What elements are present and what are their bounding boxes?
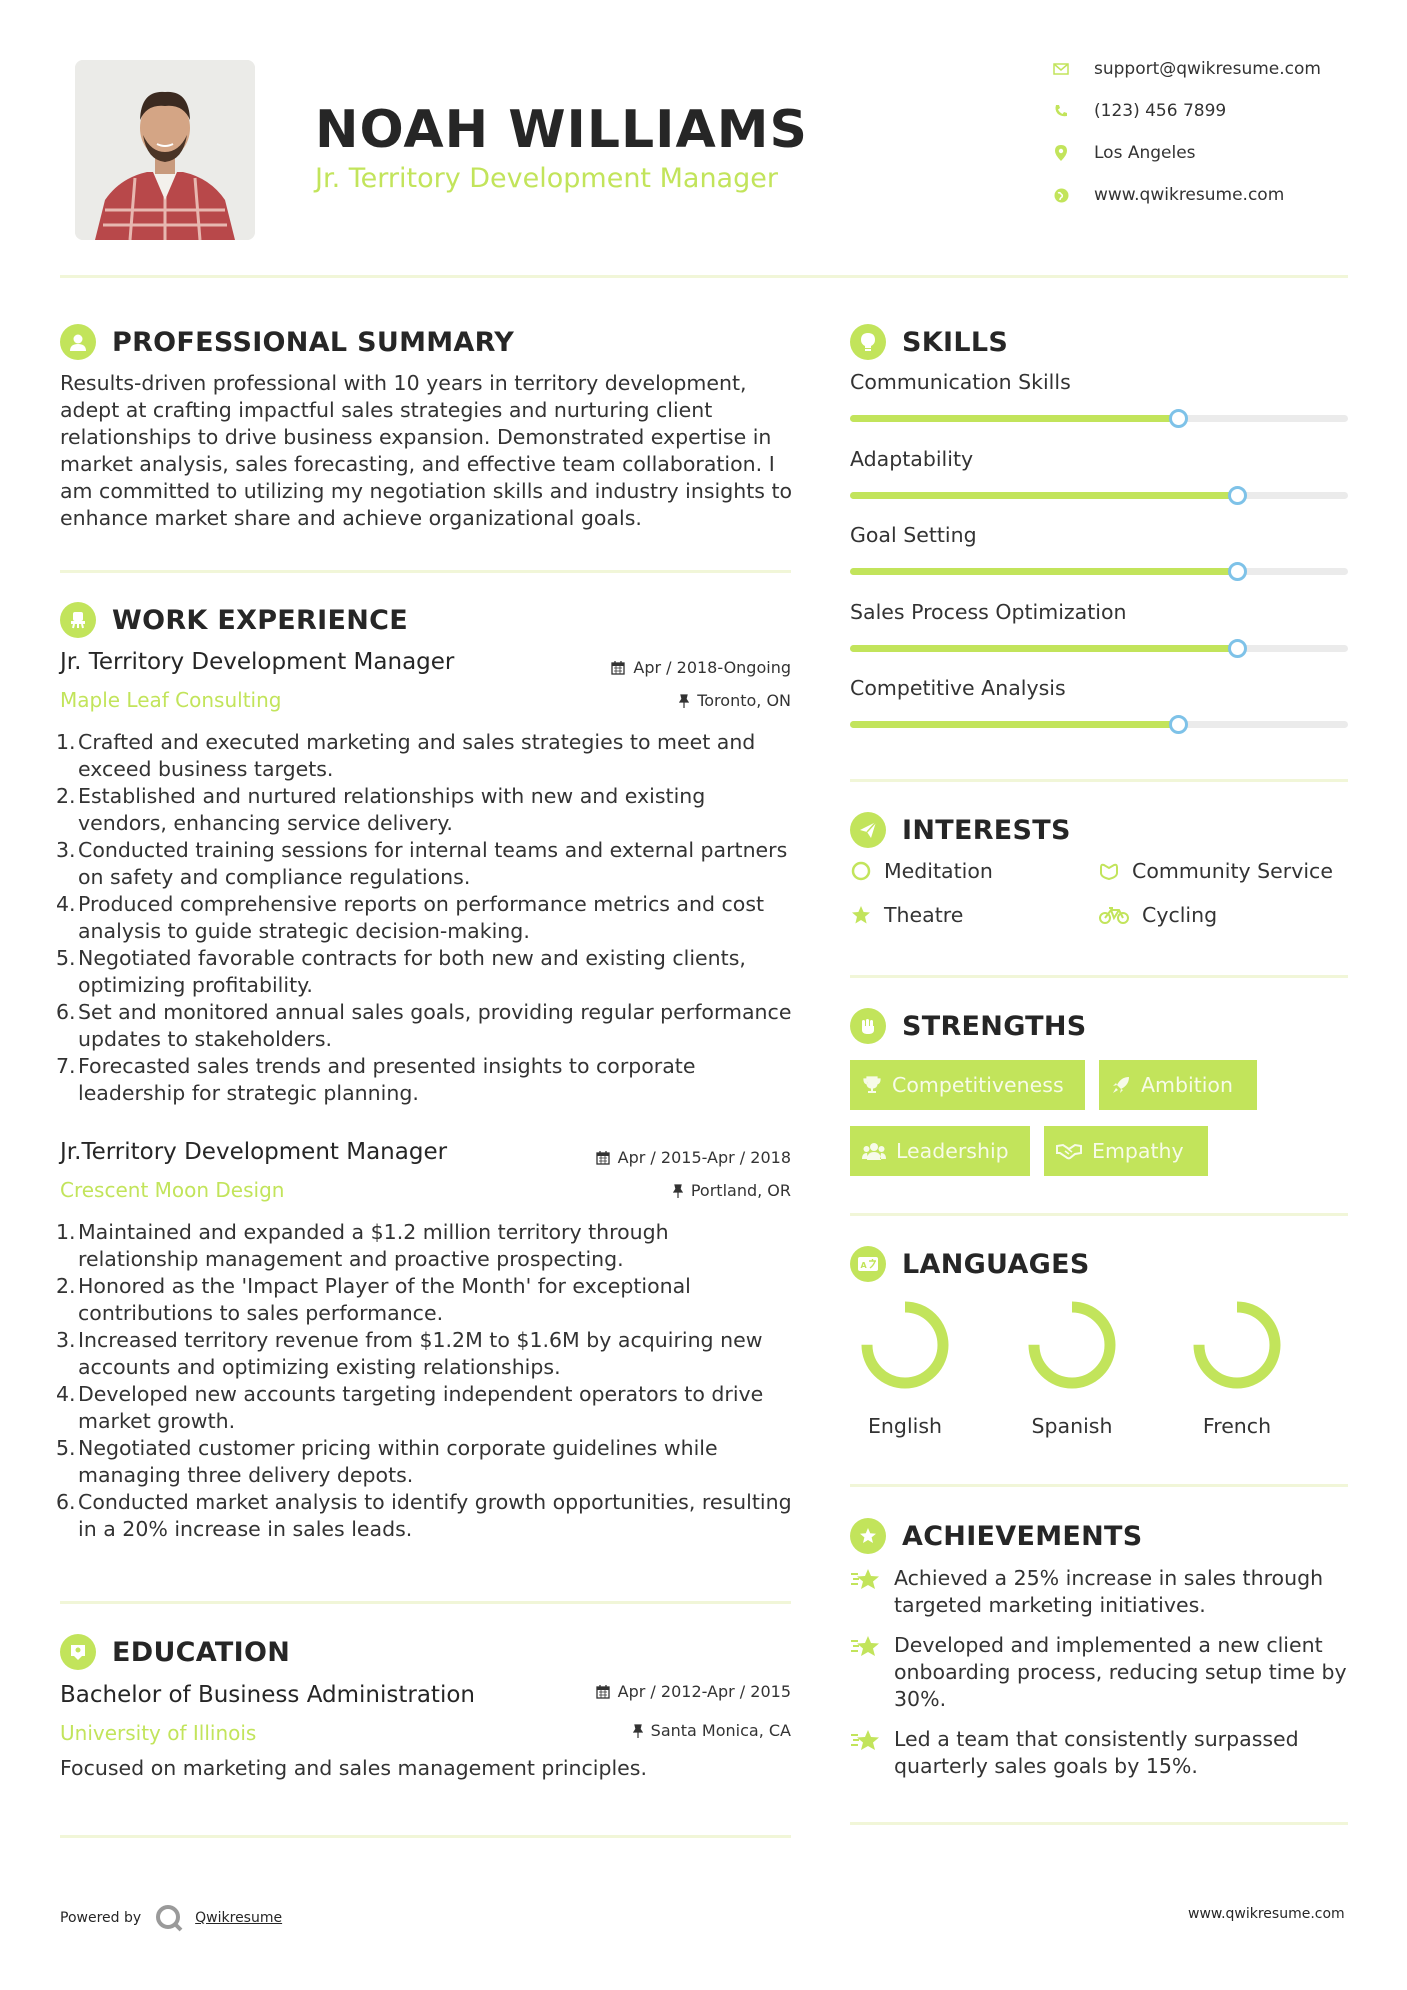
- user-icon: [60, 324, 96, 360]
- list-item: Increased territory revenue from $1.2M to $1.6M by acquiring new accounts and optimizing existing relationships.: [78, 1328, 763, 1379]
- interests-heading-text: INTERESTS: [902, 814, 1071, 846]
- award-star-icon: [850, 1518, 886, 1554]
- skill-bar-knob: [1228, 562, 1247, 581]
- list-item: Conducted training sessions for internal teams and external partners on safety and compliance regulations.: [78, 838, 788, 889]
- svg-text:A: A: [860, 1261, 867, 1270]
- skill-name: Sales Process Optimization: [850, 599, 1127, 624]
- skill-bar-knob: [1228, 486, 1247, 505]
- education-divider: [60, 1835, 791, 1838]
- education-location: [540, 1721, 791, 1740]
- language-ring-arc: [867, 1307, 943, 1383]
- achievements-heading: [850, 1518, 1143, 1554]
- skill-name: Communication Skills: [850, 370, 1071, 394]
- star-icon: [850, 904, 872, 926]
- languages-heading: [850, 1246, 1090, 1282]
- strengths-heading: [850, 1008, 1087, 1044]
- summary-heading-text: PROFESSIONAL SUMMARY: [112, 326, 515, 358]
- skill-name: Competitive Analysis: [850, 676, 1066, 700]
- interest-label: Cycling: [1142, 903, 1218, 927]
- skill-bar-fill: [850, 568, 1238, 575]
- education-dates-text: Apr / 2012-Apr / 2015: [617, 1682, 791, 1701]
- job-1-dates: [560, 658, 791, 677]
- achievements-divider: [850, 1822, 1348, 1825]
- skills-heading: [850, 324, 1008, 360]
- job-1-title: Jr. Territory Development Manager: [60, 649, 455, 675]
- job-2-title: Jr.Territory Development Manager: [60, 1139, 448, 1165]
- strength-label: Leadership: [896, 1139, 1009, 1163]
- pushpin-icon: [679, 694, 689, 708]
- pushpin-icon: [633, 1724, 643, 1738]
- education-description: Focused on marketing and sales management principles.: [60, 1756, 647, 1780]
- languages-heading-text: LANGUAGES: [902, 1248, 1090, 1280]
- job-1-dates-text: Apr / 2018-Ongoing: [633, 658, 791, 677]
- work-heading: [60, 602, 408, 638]
- star-burst-icon: [850, 1727, 884, 1757]
- skill-bar-track: [850, 645, 1348, 652]
- contact-email-text: support@qwikresume.com: [1094, 59, 1321, 79]
- language-name: English: [867, 1414, 943, 1438]
- list-item: Produced comprehensive reports on performance metrics and cost analysis to guide strategic decision-making.: [78, 892, 765, 943]
- strength-label: Competitiveness: [892, 1073, 1064, 1097]
- contact-email[interactable]: [1052, 56, 1321, 82]
- strength-label: Ambition: [1141, 1073, 1233, 1097]
- education-school: University of Illinois: [60, 1721, 257, 1745]
- contact-phone[interactable]: [1052, 98, 1226, 124]
- education-degree: Bachelor of Business Administration: [60, 1682, 475, 1708]
- strength-empathy: [1044, 1126, 1208, 1176]
- interest-cycling: [1098, 903, 1217, 927]
- skill-bar-track: [850, 721, 1348, 728]
- header-divider: [60, 275, 1348, 278]
- skill-name: Adaptability: [850, 446, 974, 471]
- skill-bar-track: [850, 415, 1348, 422]
- job-1-location-text: Toronto, ON: [697, 691, 791, 710]
- contact-location-text: Los Angeles: [1094, 143, 1196, 163]
- interest-theatre: [850, 903, 963, 927]
- list-item: Established and nurtured relationships with new and existing vendors, enhancing service delivery.: [78, 784, 706, 835]
- calendar-icon: [596, 1685, 610, 1699]
- work-heading-text: WORK EXPERIENCE: [112, 604, 408, 636]
- skill-bar-fill: [850, 721, 1179, 728]
- language-ring: [1022, 1295, 1122, 1395]
- powered-by-text: Powered by: [60, 1910, 142, 1926]
- achievement-item: [850, 1565, 1348, 1619]
- list-item: Maintained and expanded a $1.2 million territory through relationship management and proactive prospecting.: [78, 1220, 669, 1271]
- profile-photo: [75, 60, 255, 240]
- envelope-icon: [1052, 60, 1070, 78]
- interest-label: Community Service: [1132, 859, 1333, 883]
- phone-icon: [1052, 102, 1070, 120]
- achievement-text: Led a team that consistently surpassed quarterly sales goals by 15%.: [894, 1727, 1299, 1778]
- skill-bar-track: [850, 568, 1348, 575]
- job-2-dates-text: Apr / 2015-Apr / 2018: [617, 1148, 791, 1167]
- job-1-bullets: [60, 729, 795, 1107]
- list-item: Conducted market analysis to identify growth opportunities, resulting in a 20% increase in sales leads.: [78, 1490, 792, 1541]
- interest-label: Theatre: [884, 903, 964, 927]
- strength-competitiveness: [850, 1060, 1085, 1110]
- summary-heading: [60, 324, 514, 360]
- skill-bar-fill: [850, 415, 1179, 422]
- handshake-icon: [1056, 1142, 1082, 1160]
- skill-bar-knob: [1228, 639, 1247, 658]
- interest-meditation: [850, 859, 993, 883]
- list-item: Developed new accounts targeting independent operators to drive market growth.: [78, 1382, 764, 1433]
- skill-bar-fill: [850, 492, 1238, 499]
- qwikresume-logo-icon: [155, 1904, 183, 1932]
- trophy-icon: [862, 1075, 882, 1095]
- interest-label: Meditation: [884, 859, 993, 883]
- strengths-divider: [850, 1213, 1348, 1216]
- languages-divider: [850, 1484, 1348, 1487]
- interests-heading: [850, 812, 1071, 848]
- circle-icon: [850, 860, 872, 882]
- achievement-text: Developed and implemented a new client onboarding process, reducing setup time by 30%.: [894, 1633, 1347, 1711]
- job-2-company: Crescent Moon Design: [60, 1178, 285, 1202]
- list-item: Honored as the 'Impact Player of the Month' for exceptional contributions to sales performance.: [78, 1274, 691, 1325]
- users-icon: [862, 1141, 886, 1161]
- education-heading-text: EDUCATION: [112, 1636, 291, 1668]
- lightbulb-icon: [850, 324, 886, 360]
- language-name: Spanish: [1031, 1414, 1113, 1438]
- job-1-company: Maple Leaf Consulting: [60, 688, 282, 712]
- language-ring: [1187, 1295, 1287, 1395]
- skill-bar-track: [850, 492, 1348, 499]
- interest-community-service: [1098, 859, 1333, 883]
- bicycle-icon: [1098, 904, 1130, 926]
- education-location-text: Santa Monica, CA: [650, 1721, 791, 1740]
- briefcase-icon: [60, 602, 96, 638]
- rocket-icon: [1111, 1075, 1131, 1095]
- star-burst-icon: [850, 1566, 884, 1596]
- job-2-location-text: Portland, OR: [690, 1181, 791, 1200]
- hands-icon: [1098, 860, 1120, 882]
- globe-icon: [1052, 186, 1070, 204]
- work-divider: [60, 1601, 791, 1604]
- contact-phone-text: (123) 456 7899: [1094, 101, 1227, 121]
- list-item: Set and monitored annual sales goals, providing regular performance updates to stakeholders.: [78, 1000, 792, 1051]
- contact-location: [1052, 140, 1196, 166]
- footer-powered-by: [60, 1904, 282, 1932]
- list-item: Negotiated favorable contracts for both new and existing clients, optimizing profitability.: [78, 946, 746, 997]
- skills-heading-text: SKILLS: [902, 326, 1009, 358]
- contact-website[interactable]: [1052, 182, 1284, 208]
- star-burst-icon: [850, 1633, 884, 1663]
- strength-ambition: [1099, 1060, 1257, 1110]
- calendar-icon: [596, 1151, 610, 1165]
- strengths-heading-text: STRENGTHS: [902, 1010, 1087, 1042]
- language-ring-arc: [1034, 1307, 1110, 1383]
- language-ring-arc: [1199, 1307, 1275, 1383]
- strength-leadership: [850, 1126, 1030, 1176]
- skill-bar-fill: [850, 645, 1238, 652]
- map-pin-icon: [1052, 144, 1070, 162]
- summary-divider: [60, 570, 791, 573]
- job-2-dates: [540, 1148, 791, 1167]
- qwikresume-link[interactable]: Qwikresume: [195, 1910, 283, 1926]
- skill-bar-knob: [1169, 715, 1188, 734]
- footer-website[interactable]: www.qwikresume.com: [1188, 1906, 1345, 1922]
- skill-name: Goal Setting: [850, 523, 977, 547]
- job-2-location: [560, 1181, 791, 1200]
- fist-icon: [850, 1008, 886, 1044]
- summary-text: Results-driven professional with 10 years in territory development, adept at crafting impactful sales strategies and nurturing client relationships to drive business expansion. Demonstrated expertise in market analysis, sales forecasting, and effective team collaboration. I am committed to utilizing my negotiation skills and industry insights to enhance market share and achieve organizational goals.: [60, 371, 793, 530]
- list-item: Crafted and executed marketing and sales strategies to meet and exceed business targets.: [78, 730, 756, 781]
- job-1-location: [560, 691, 791, 710]
- list-item: Forecasted sales trends and presented insights to corporate leadership for strategic planning.: [78, 1054, 696, 1105]
- candidate-title: Jr. Territory Development Manager: [315, 163, 778, 194]
- graduation-icon: [60, 1634, 96, 1670]
- achievements-heading-text: ACHIEVEMENTS: [902, 1520, 1143, 1552]
- skills-divider: [850, 779, 1348, 782]
- contact-website-text: www.qwikresume.com: [1094, 185, 1285, 205]
- pushpin-icon: [673, 1184, 683, 1198]
- interests-divider: [850, 975, 1348, 978]
- candidate-name: NOAH WILLIAMS: [315, 100, 808, 160]
- language-icon: [850, 1246, 886, 1282]
- education-heading: [60, 1634, 290, 1670]
- list-item: Negotiated customer pricing within corporate guidelines while managing three delivery depots.: [78, 1436, 718, 1487]
- achievement-item: [850, 1632, 1348, 1713]
- job-2-bullets: [60, 1219, 795, 1543]
- calendar-icon: [611, 661, 625, 675]
- language-ring: [855, 1295, 955, 1395]
- achievement-item: [850, 1726, 1348, 1780]
- achievement-text: Achieved a 25% increase in sales through targeted marketing initiatives.: [894, 1566, 1324, 1617]
- skill-bar-knob: [1169, 409, 1188, 428]
- education-dates: [540, 1682, 791, 1701]
- paper-plane-icon: [850, 812, 886, 848]
- strength-label: Empathy: [1092, 1139, 1184, 1163]
- language-name: French: [1202, 1414, 1272, 1438]
